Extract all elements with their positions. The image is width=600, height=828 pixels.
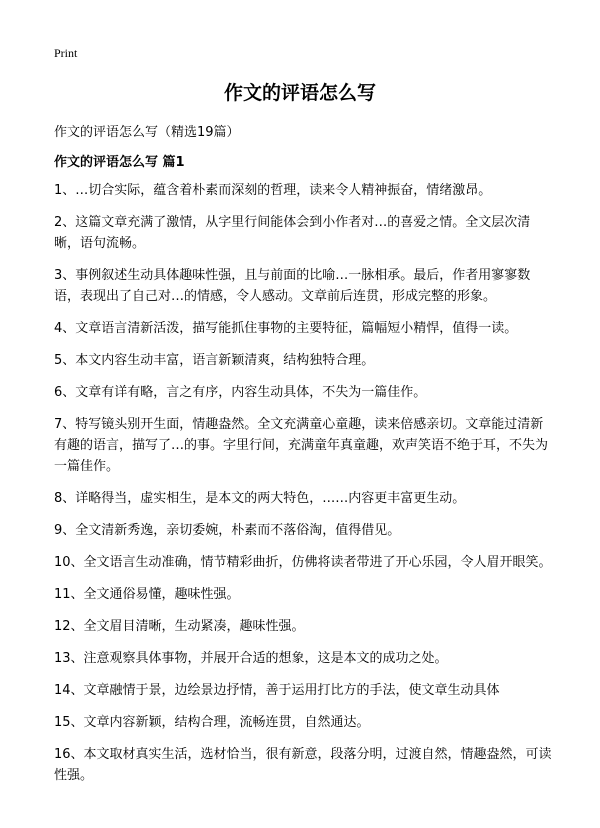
list-item: 15、文章内容新颖，结构合理，流畅连贯，自然通达。 bbox=[54, 715, 370, 730]
print-link[interactable]: Print bbox=[54, 46, 78, 60]
list-item: 10、全文语言生动准确，情节精彩曲折，仿佛将读者带进了开心乐园，令人眉开眼笑。 bbox=[54, 555, 552, 570]
list-item: 6、文章有详有略，言之有序，内容生动具体，不失为一篇佳作。 bbox=[54, 385, 427, 400]
list-item: 3、事例叙述生动具体趣味性强，且与前面的比喻…一脉相承。最后，作者用寥寥数语，表现出了自己对…的情感，令人感动。文章前后连贯，形成完整的形象。 bbox=[54, 268, 531, 304]
list-item: 13、注意观察具体事物，并展开合适的想象，这是本文的成功之处。 bbox=[54, 651, 448, 666]
page-title: 作文的评语怎么写 bbox=[223, 82, 376, 104]
list-item: 7、特写镜头别开生面，情趣盎然。全文充满童心童趣，读来倍感亲切。文章能过清新有趣的语言，描写了…的事。字里行间，充满童年真童趣，欢声笑语不绝于耳，不失为一篇佳作。 bbox=[54, 417, 549, 474]
list-item: 1、…切合实际，蕴含着朴素而深刻的哲理，读来令人精神振奋，情绪激昂。 bbox=[54, 183, 492, 198]
list-item: 5、本文内容生动丰富，语言新颖清爽，结构独特合理。 bbox=[54, 353, 375, 368]
list-item: 12、全文眉目清晰，生动紧凑，趣味性强。 bbox=[54, 619, 305, 634]
list-item: 14、文章融情于景，边绘景边抒情，善于运用打比方的手法，使文章生动具体 bbox=[54, 683, 500, 698]
list-item: 8、详略得当，虚实相生，是本文的两大特色，……内容更丰富更生动。 bbox=[54, 491, 466, 506]
list-item: 2、这篇文章充满了激情，从字里行间能体会到小作者对…的喜爱之情。全文层次清晰，语句流畅。 bbox=[54, 215, 531, 251]
section-heading: 作文的评语怎么写 篇1 bbox=[54, 155, 185, 170]
document-subtitle: 作文的评语怎么写（精选19篇） bbox=[54, 125, 240, 140]
list-item: 9、全文清新秀逸，亲切委婉，朴素而不落俗淘，值得借见。 bbox=[54, 523, 401, 538]
comment-list bbox=[54, 180, 554, 797]
list-item: 4、文章语言清新活泼，描写能抓住事物的主要特征，篇幅短小精悍，值得一读。 bbox=[54, 321, 518, 336]
list-item: 11、全文通俗易懂，趣味性强。 bbox=[54, 587, 240, 602]
list-item: 16、本文取材真实生活，选材恰当，很有新意，段落分明，过渡自然，情趣盎然，可读性强。 bbox=[54, 747, 552, 783]
